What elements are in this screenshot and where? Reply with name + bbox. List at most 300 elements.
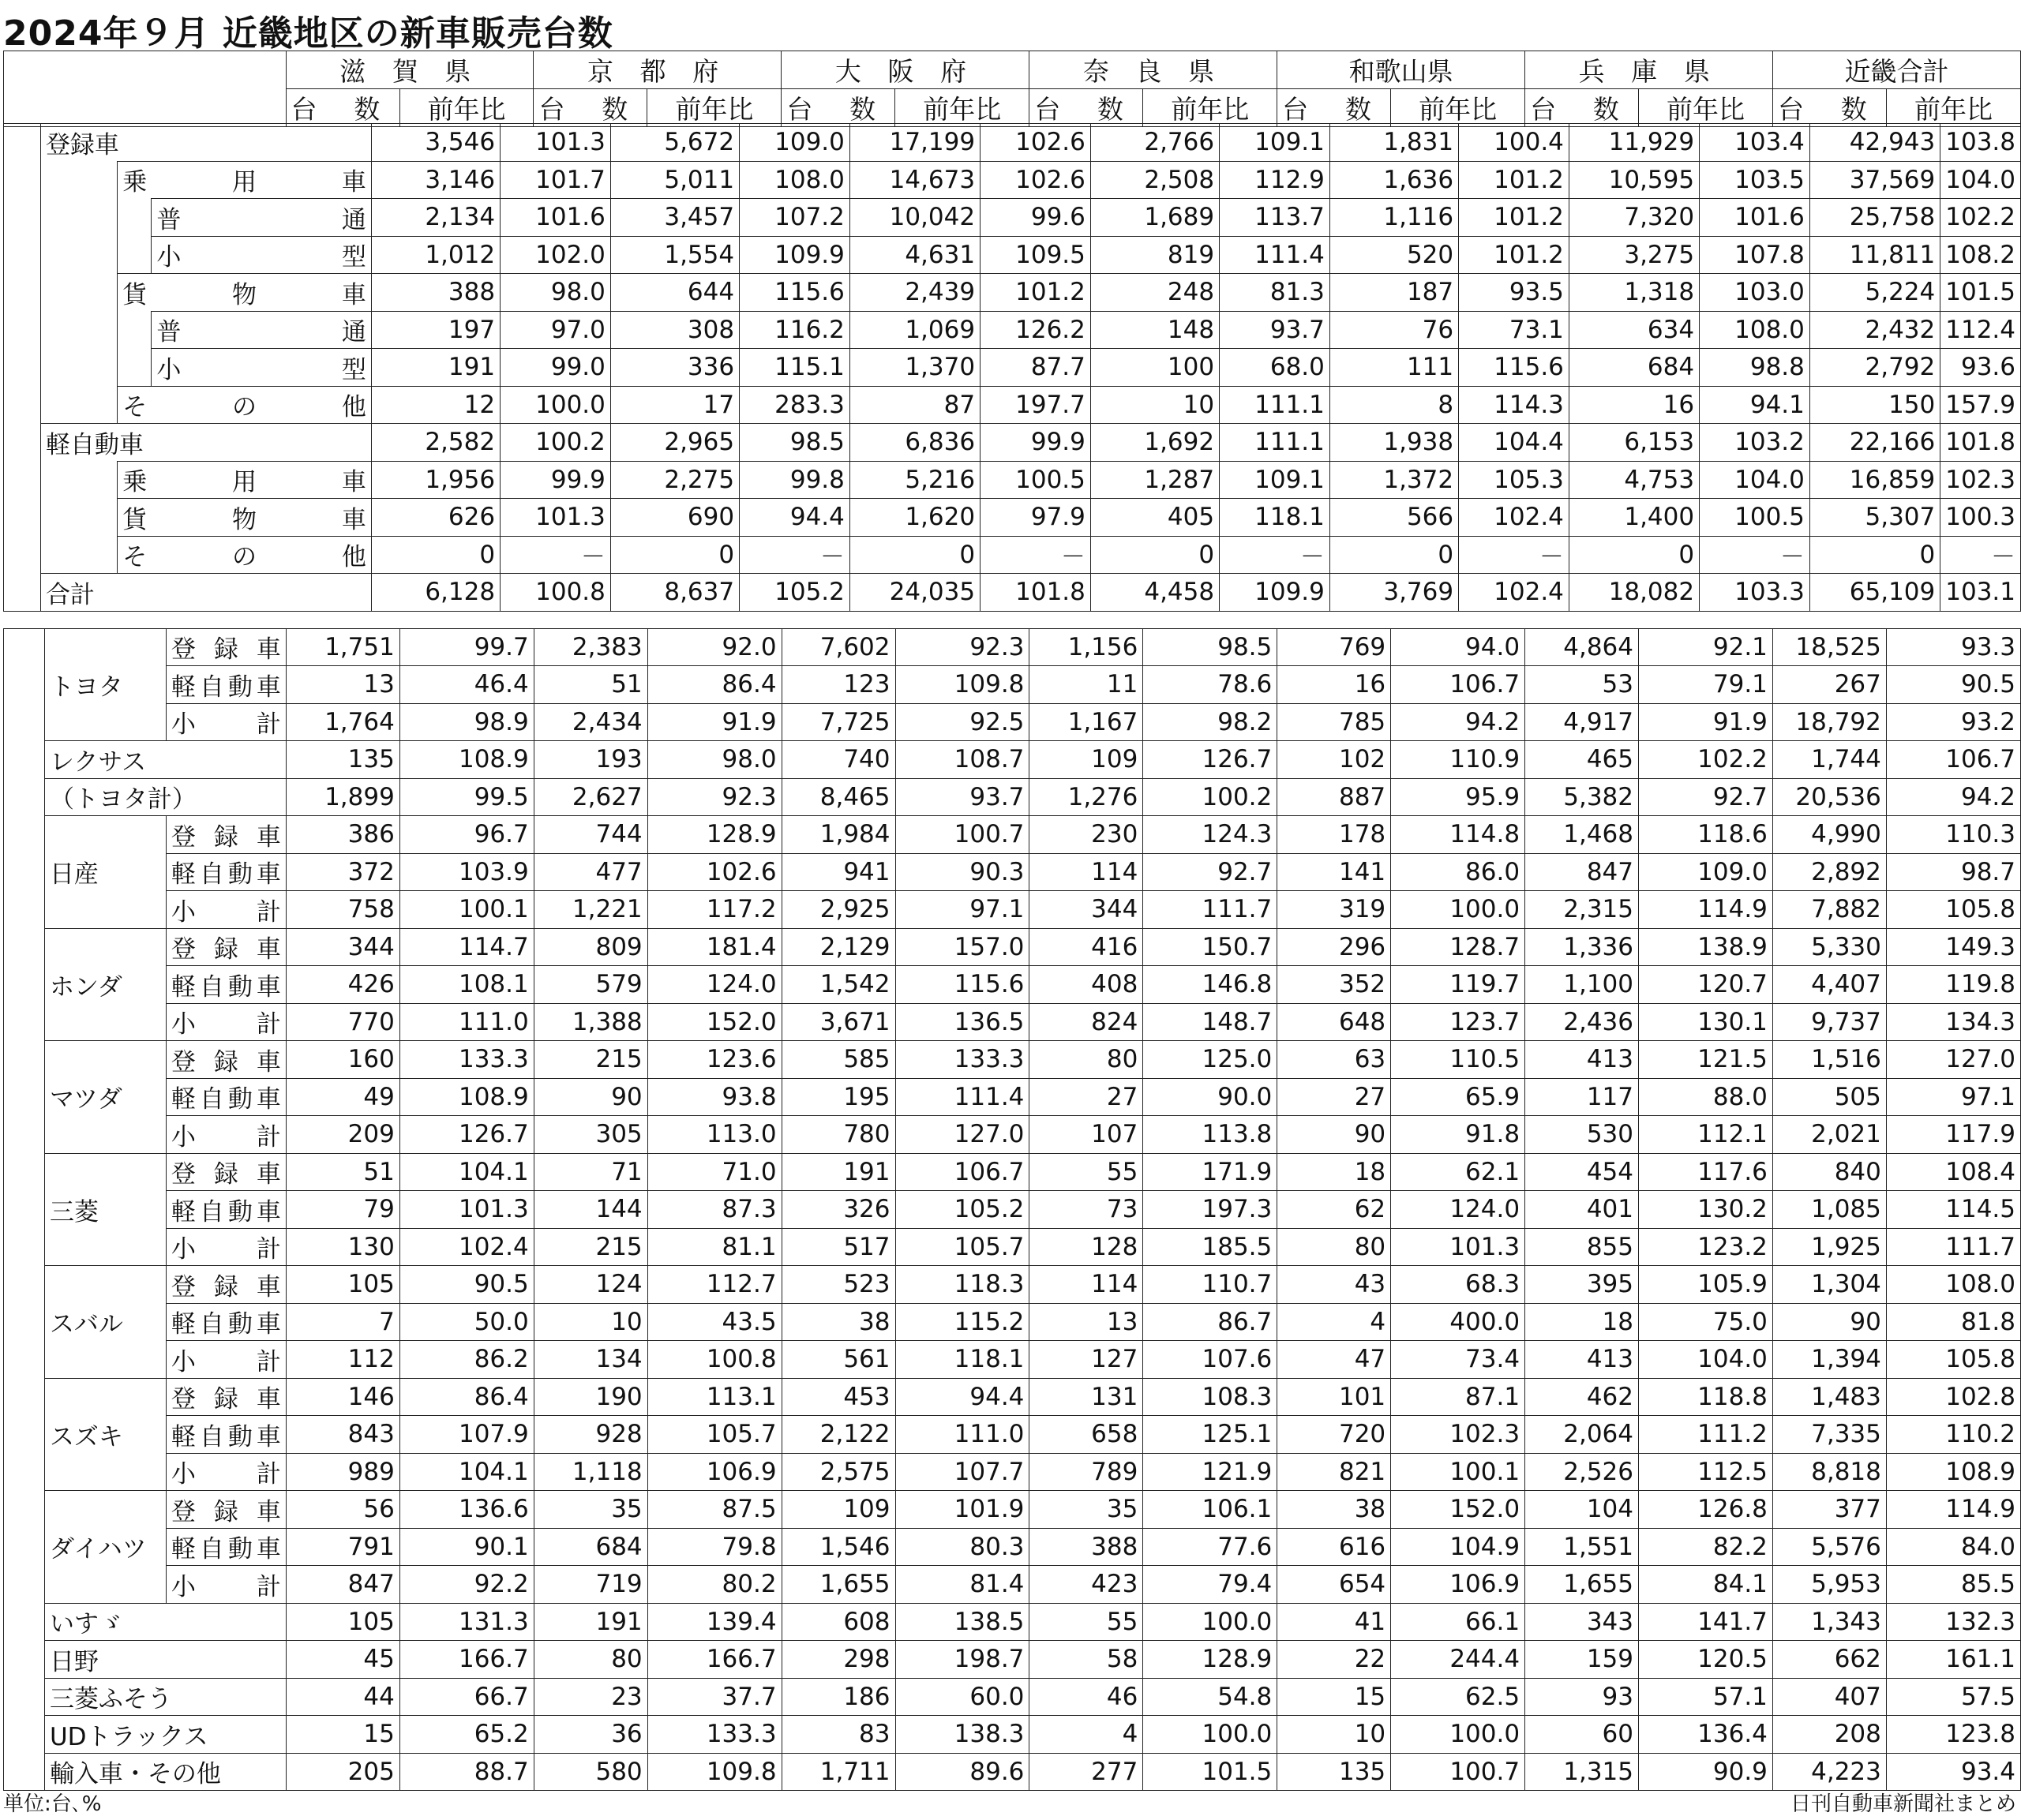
row-indent: [40, 536, 117, 574]
count-cell: 62: [1277, 1191, 1391, 1229]
count-cell: 63: [1277, 1041, 1391, 1079]
yoy-cell: 113.0: [647, 1116, 782, 1154]
count-cell: 187: [1329, 274, 1458, 312]
yoy-cell: 109.1: [1220, 461, 1330, 499]
count-cell: 37,569: [1809, 161, 1940, 199]
yoy-cell: 112.1: [1639, 1116, 1773, 1154]
count-cell: 80: [1277, 1228, 1391, 1266]
yoy-cell: 106.7: [1886, 741, 2020, 779]
count-cell: 3,146: [371, 161, 500, 199]
yoy-cell: 109.0: [1639, 853, 1773, 891]
yoy-cell: 100.2: [501, 424, 611, 462]
count-header: 台 数: [1277, 89, 1391, 127]
yoy-cell: 113.7: [1220, 199, 1330, 237]
count-cell: 477: [534, 853, 647, 891]
sub-label: 小計: [166, 1341, 286, 1379]
count-cell: 0: [1329, 536, 1458, 574]
yoy-cell: －: [1459, 536, 1569, 574]
yoy-cell: 115.2: [895, 1303, 1029, 1341]
count-cell: 405: [1090, 499, 1219, 537]
count-cell: 4,631: [849, 236, 980, 274]
yoy-cell: 97.0: [501, 311, 611, 349]
count-cell: 1,938: [1329, 424, 1458, 462]
count-cell: 83: [782, 1716, 895, 1754]
yoy-cell: 185.5: [1143, 1228, 1277, 1266]
yoy-cell: 105.2: [740, 574, 850, 612]
sub-label: 軽自動車: [166, 1191, 286, 1229]
count-cell: 209: [286, 1116, 399, 1154]
yoy-cell: 98.7: [1886, 853, 2020, 891]
yoy-cell: 100.7: [1391, 1753, 1525, 1791]
yoy-cell: 109.8: [647, 1753, 782, 1791]
prefecture-header: 近畿合計: [1772, 51, 2020, 89]
count-cell: 408: [1029, 966, 1143, 1004]
yoy-cell: 108.0: [740, 161, 850, 199]
yoy-cell: 77.6: [1143, 1528, 1277, 1566]
prefecture-header: 兵 庫 県: [1525, 51, 1773, 89]
yoy-cell: 107.7: [895, 1453, 1029, 1491]
count-cell: 51: [534, 666, 647, 704]
count-cell: 928: [534, 1416, 647, 1454]
count-cell: 2,582: [371, 424, 500, 462]
count-cell: 135: [286, 741, 399, 779]
yoy-cell: 141.7: [1639, 1603, 1773, 1641]
sub-label: 登録車: [166, 928, 286, 966]
yoy-cell: 107.9: [399, 1416, 534, 1454]
maker-label: （トヨタ計）: [44, 778, 286, 816]
count-cell: 5,224: [1809, 274, 1940, 312]
maker-label: トヨタ: [44, 628, 166, 741]
yoy-cell: 101.3: [501, 499, 611, 537]
count-cell: 15: [286, 1716, 399, 1754]
count-cell: 215: [534, 1041, 647, 1079]
table-row: [4, 1078, 2021, 1116]
count-cell: 426: [286, 966, 399, 1004]
count-cell: 22: [1277, 1641, 1391, 1679]
count-cell: 14,673: [849, 161, 980, 199]
count-cell: 1,655: [1525, 1566, 1639, 1604]
yoy-cell: 65.9: [1391, 1078, 1525, 1116]
yoy-cell: 68.3: [1391, 1266, 1525, 1304]
yoy-cell: 108.3: [1143, 1378, 1277, 1416]
yoy-cell: 111.0: [399, 1003, 534, 1041]
count-cell: 114: [1029, 853, 1143, 891]
count-cell: 344: [1029, 891, 1143, 929]
count-cell: 35: [1029, 1491, 1143, 1529]
count-cell: 114: [1029, 1266, 1143, 1304]
yoy-cell: 114.8: [1391, 816, 1525, 854]
count-cell: 6,128: [371, 574, 500, 612]
count-cell: 42,943: [1809, 124, 1940, 162]
yoy-cell: 92.3: [647, 778, 782, 816]
row-indent: [40, 161, 117, 199]
count-cell: 2,439: [849, 274, 980, 312]
yoy-cell: 102.0: [501, 236, 611, 274]
yoy-cell: 107.2: [740, 199, 850, 237]
yoy-cell: 244.4: [1391, 1641, 1525, 1679]
count-cell: 744: [534, 816, 647, 854]
yoy-cell: 104.1: [399, 1453, 534, 1491]
yoy-cell: 91.9: [647, 703, 782, 741]
yoy-cell: 90.1: [399, 1528, 534, 1566]
yoy-cell: 93.4: [1886, 1753, 2020, 1791]
count-cell: 1,343: [1772, 1603, 1886, 1641]
row-label: その他: [118, 536, 372, 574]
table-row: [4, 1566, 2021, 1604]
count-cell: 2,766: [1090, 124, 1219, 162]
yoy-cell: 103.4: [1700, 124, 1810, 162]
count-cell: 38: [782, 1303, 895, 1341]
yoy-cell: 79.4: [1143, 1566, 1277, 1604]
count-cell: 720: [1277, 1416, 1391, 1454]
yoy-cell: 118.8: [1639, 1378, 1773, 1416]
count-cell: 51: [286, 1153, 399, 1191]
sub-label: 軽自動車: [166, 1416, 286, 1454]
yoy-cell: 79.8: [647, 1528, 782, 1566]
count-cell: 8: [1329, 386, 1458, 424]
yoy-cell: 94.2: [1391, 703, 1525, 741]
count-cell: 4,407: [1772, 966, 1886, 1004]
count-cell: 1,483: [1772, 1378, 1886, 1416]
yoy-cell: 99.5: [399, 778, 534, 816]
count-cell: 6,153: [1569, 424, 1699, 462]
count-cell: 7,725: [782, 703, 895, 741]
yoy-cell: 100.8: [501, 574, 611, 612]
yoy-cell: 103.0: [1700, 274, 1810, 312]
count-cell: 1,304: [1772, 1266, 1886, 1304]
count-cell: 41: [1277, 1603, 1391, 1641]
count-cell: 1,546: [782, 1528, 895, 1566]
yoy-cell: 283.3: [740, 386, 850, 424]
yoy-cell: 149.3: [1886, 928, 2020, 966]
count-cell: 1,636: [1329, 161, 1458, 199]
count-cell: 1,551: [1525, 1528, 1639, 1566]
yoy-cell: 92.7: [1143, 853, 1277, 891]
count-cell: 11,811: [1809, 236, 1940, 274]
count-cell: 79: [286, 1191, 399, 1229]
yoy-cell: 97.9: [981, 499, 1091, 537]
yoy-cell: 126.7: [1143, 741, 1277, 779]
yoy-cell: 94.4: [895, 1378, 1029, 1416]
count-cell: 1,400: [1569, 499, 1699, 537]
count-cell: 326: [782, 1191, 895, 1229]
prefecture-header: 大 阪 府: [782, 51, 1029, 89]
table-row: [4, 349, 2021, 387]
count-cell: 2,526: [1525, 1453, 1639, 1491]
yoy-cell: 99.0: [501, 349, 611, 387]
row-indent: [40, 386, 117, 424]
yoy-cell: 87.3: [647, 1191, 782, 1229]
count-cell: 109: [1029, 741, 1143, 779]
sub-label: 登録車: [166, 816, 286, 854]
count-cell: 1,711: [782, 1753, 895, 1791]
count-cell: 127: [1029, 1341, 1143, 1379]
count-header: 台 数: [534, 89, 647, 127]
count-cell: 18: [1277, 1153, 1391, 1191]
table-row: [4, 1228, 2021, 1266]
yoy-cell: 108.9: [399, 1078, 534, 1116]
yoy-cell: 108.1: [399, 966, 534, 1004]
count-cell: 2,021: [1772, 1116, 1886, 1154]
yoy-cell: 161.1: [1886, 1641, 2020, 1679]
table-row: [4, 1416, 2021, 1454]
count-cell: 658: [1029, 1416, 1143, 1454]
yoy-cell: 54.8: [1143, 1678, 1277, 1716]
yoy-cell: 102.6: [981, 124, 1091, 162]
yoy-cell: 126.7: [399, 1116, 534, 1154]
count-cell: 1,620: [849, 499, 980, 537]
table-row: [4, 124, 2021, 162]
count-cell: 80: [534, 1641, 647, 1679]
yoy-cell: 166.7: [647, 1641, 782, 1679]
yoy-cell: 75.0: [1639, 1303, 1773, 1341]
yoy-cell: 101.3: [501, 124, 611, 162]
sub-label: 登録車: [166, 1491, 286, 1529]
count-cell: 60: [1525, 1716, 1639, 1754]
yoy-cell: 108.0: [1886, 1266, 2020, 1304]
yoy-cell: 111.4: [895, 1078, 1029, 1116]
yoy-cell: 100.0: [1143, 1603, 1277, 1641]
yoy-cell: 78.6: [1143, 666, 1277, 704]
count-cell: 2,627: [534, 778, 647, 816]
count-cell: 93: [1525, 1678, 1639, 1716]
sub-label: 軽自動車: [166, 1303, 286, 1341]
maker-label: ホンダ: [44, 928, 166, 1041]
yoy-cell: 101.3: [399, 1191, 534, 1229]
yoy-cell: 80.3: [895, 1528, 1029, 1566]
count-cell: 608: [782, 1603, 895, 1641]
yoy-cell: 124.0: [647, 966, 782, 1004]
yoy-cell: 98.5: [740, 424, 850, 462]
count-cell: 0: [1809, 536, 1940, 574]
count-cell: 10: [1090, 386, 1219, 424]
sub-label: 軽自動車: [166, 1528, 286, 1566]
row-indent: [118, 349, 152, 387]
yoy-cell: 102.3: [1391, 1416, 1525, 1454]
count-cell: 109: [782, 1491, 895, 1529]
count-cell: 1,287: [1090, 461, 1219, 499]
count-cell: 55: [1029, 1153, 1143, 1191]
count-cell: 47: [1277, 1341, 1391, 1379]
yoy-cell: 98.9: [399, 703, 534, 741]
count-cell: 3,769: [1329, 574, 1458, 612]
yoy-cell: 112.4: [1940, 311, 2021, 349]
row-label: 乗用車: [118, 461, 372, 499]
count-cell: 1,069: [849, 311, 980, 349]
count-cell: 16: [1277, 666, 1391, 704]
yoy-cell: 97.1: [1886, 1078, 2020, 1116]
yoy-cell: 111.2: [1639, 1416, 1773, 1454]
yoy-cell: 93.6: [1940, 349, 2021, 387]
yoy-cell: 133.3: [399, 1041, 534, 1079]
count-cell: 9,737: [1772, 1003, 1886, 1041]
yoy-cell: 124.3: [1143, 816, 1277, 854]
maker-label: 輸入車・その他: [44, 1753, 286, 1791]
count-cell: 770: [286, 1003, 399, 1041]
yoy-cell: 93.7: [1220, 311, 1330, 349]
count-cell: 49: [286, 1078, 399, 1116]
sub-label: 登録車: [166, 1153, 286, 1191]
yoy-cell: 114.7: [399, 928, 534, 966]
count-cell: 1,984: [782, 816, 895, 854]
count-cell: 319: [1277, 891, 1391, 929]
count-cell: 17: [610, 386, 739, 424]
table-row: [4, 1491, 2021, 1529]
sub-label: 登録車: [166, 1378, 286, 1416]
count-cell: 0: [1569, 536, 1699, 574]
yoy-cell: 101.8: [1940, 424, 2021, 462]
count-cell: 90: [1772, 1303, 1886, 1341]
row-indent: [118, 236, 152, 274]
maker-label: 三菱ふそう: [44, 1678, 286, 1716]
yoy-cell: 125.0: [1143, 1041, 1277, 1079]
count-cell: 11: [1029, 666, 1143, 704]
yoy-cell: 43.5: [647, 1303, 782, 1341]
yoy-cell: 146.8: [1143, 966, 1277, 1004]
count-cell: 36: [534, 1716, 647, 1754]
count-cell: 454: [1525, 1153, 1639, 1191]
yoy-header: 前年比: [1391, 89, 1525, 127]
maker-label: UDトラックス: [44, 1716, 286, 1754]
count-cell: 100: [1090, 349, 1219, 387]
count-cell: 25,758: [1809, 199, 1940, 237]
yoy-cell: 93.8: [647, 1078, 782, 1116]
count-cell: 505: [1772, 1078, 1886, 1116]
count-cell: 2,315: [1525, 891, 1639, 929]
yoy-cell: 109.9: [740, 236, 850, 274]
count-cell: 887: [1277, 778, 1391, 816]
count-cell: 654: [1277, 1566, 1391, 1604]
yoy-cell: 66.1: [1391, 1603, 1525, 1641]
yoy-cell: 92.2: [399, 1566, 534, 1604]
count-cell: 12: [371, 386, 500, 424]
count-cell: 648: [1277, 1003, 1391, 1041]
count-cell: 5,011: [610, 161, 739, 199]
count-cell: 296: [1277, 928, 1391, 966]
maker-label: ダイハツ: [44, 1491, 166, 1604]
count-cell: 24,035: [849, 574, 980, 612]
yoy-cell: 102.4: [1459, 499, 1569, 537]
yoy-cell: 101.6: [1700, 199, 1810, 237]
yoy-cell: 127.0: [1886, 1041, 2020, 1079]
sub-label: 小計: [166, 1228, 286, 1266]
count-cell: 23: [534, 1678, 647, 1716]
count-cell: 104: [1525, 1491, 1639, 1529]
count-cell: 10: [534, 1303, 647, 1341]
count-cell: 10,042: [849, 199, 980, 237]
yoy-cell: 71.0: [647, 1153, 782, 1191]
yoy-header: 前年比: [647, 89, 782, 127]
yoy-cell: 92.7: [1639, 778, 1773, 816]
yoy-cell: 152.0: [1391, 1491, 1525, 1529]
yoy-cell: 121.5: [1639, 1041, 1773, 1079]
count-cell: 1,956: [371, 461, 500, 499]
sub-label: 小計: [166, 1566, 286, 1604]
count-cell: 205: [286, 1753, 399, 1791]
count-cell: 7,882: [1772, 891, 1886, 929]
table-row: [4, 236, 2021, 274]
yoy-cell: 198.7: [895, 1641, 1029, 1679]
count-cell: 343: [1525, 1603, 1639, 1641]
yoy-cell: 84.0: [1886, 1528, 2020, 1566]
count-cell: 2,129: [782, 928, 895, 966]
count-cell: 780: [782, 1116, 895, 1154]
count-cell: 462: [1525, 1378, 1639, 1416]
count-cell: 0: [1090, 536, 1219, 574]
row-indent: [118, 199, 152, 237]
count-cell: 27: [1029, 1078, 1143, 1116]
table-row: [4, 1191, 2021, 1229]
count-cell: 1,689: [1090, 199, 1219, 237]
sub-label: 小計: [166, 891, 286, 929]
count-cell: 73: [1029, 1191, 1143, 1229]
yoy-cell: 101.5: [1940, 274, 2021, 312]
count-cell: 579: [534, 966, 647, 1004]
count-cell: 352: [1277, 966, 1391, 1004]
count-cell: 3,671: [782, 1003, 895, 1041]
yoy-cell: 150.7: [1143, 928, 1277, 966]
yoy-cell: 106.7: [895, 1153, 1029, 1191]
count-cell: 1,388: [534, 1003, 647, 1041]
count-cell: 1,468: [1525, 816, 1639, 854]
yoy-cell: 104.4: [1459, 424, 1569, 462]
count-cell: 71: [534, 1153, 647, 1191]
table-row: [4, 386, 2021, 424]
yoy-cell: 105.8: [1886, 1341, 2020, 1379]
count-cell: 1,085: [1772, 1191, 1886, 1229]
count-cell: 372: [286, 853, 399, 891]
count-cell: 4,223: [1772, 1753, 1886, 1791]
count-cell: 1,336: [1525, 928, 1639, 966]
count-cell: 45: [286, 1641, 399, 1679]
table-row: [4, 574, 2021, 612]
unit-note: 単位:台､%: [3, 1792, 102, 1816]
yoy-cell: 99.9: [981, 424, 1091, 462]
yoy-cell: 130.1: [1639, 1003, 1773, 1041]
count-cell: 1,167: [1029, 703, 1143, 741]
yoy-cell: 101.2: [1459, 199, 1569, 237]
maker-label: 日野: [44, 1641, 286, 1679]
count-cell: 8,637: [610, 574, 739, 612]
count-cell: 634: [1569, 311, 1699, 349]
count-cell: 128: [1029, 1228, 1143, 1266]
yoy-cell: 100.7: [895, 816, 1029, 854]
yoy-cell: 62.1: [1391, 1153, 1525, 1191]
yoy-cell: 115.1: [740, 349, 850, 387]
yoy-cell: 157.0: [895, 928, 1029, 966]
yoy-cell: 94.2: [1886, 778, 2020, 816]
maker-label: スバル: [44, 1266, 166, 1379]
count-cell: 2,134: [371, 199, 500, 237]
yoy-cell: 60.0: [895, 1678, 1029, 1716]
yoy-cell: 117.2: [647, 891, 782, 929]
yoy-header: 前年比: [1143, 89, 1277, 127]
yoy-cell: 107.6: [1143, 1341, 1277, 1379]
count-cell: 824: [1029, 1003, 1143, 1041]
count-cell: 2,792: [1809, 349, 1940, 387]
count-cell: 2,436: [1525, 1003, 1639, 1041]
count-cell: 791: [286, 1528, 399, 1566]
count-cell: 4: [1277, 1303, 1391, 1341]
count-cell: 4: [1029, 1716, 1143, 1754]
count-cell: 38: [1277, 1491, 1391, 1529]
count-cell: 416: [1029, 928, 1143, 966]
yoy-cell: 100.1: [399, 891, 534, 929]
row-label: 貨物車: [118, 274, 372, 312]
maker-label: いすゞ: [44, 1603, 286, 1641]
count-cell: 395: [1525, 1266, 1639, 1304]
count-cell: 298: [782, 1641, 895, 1679]
